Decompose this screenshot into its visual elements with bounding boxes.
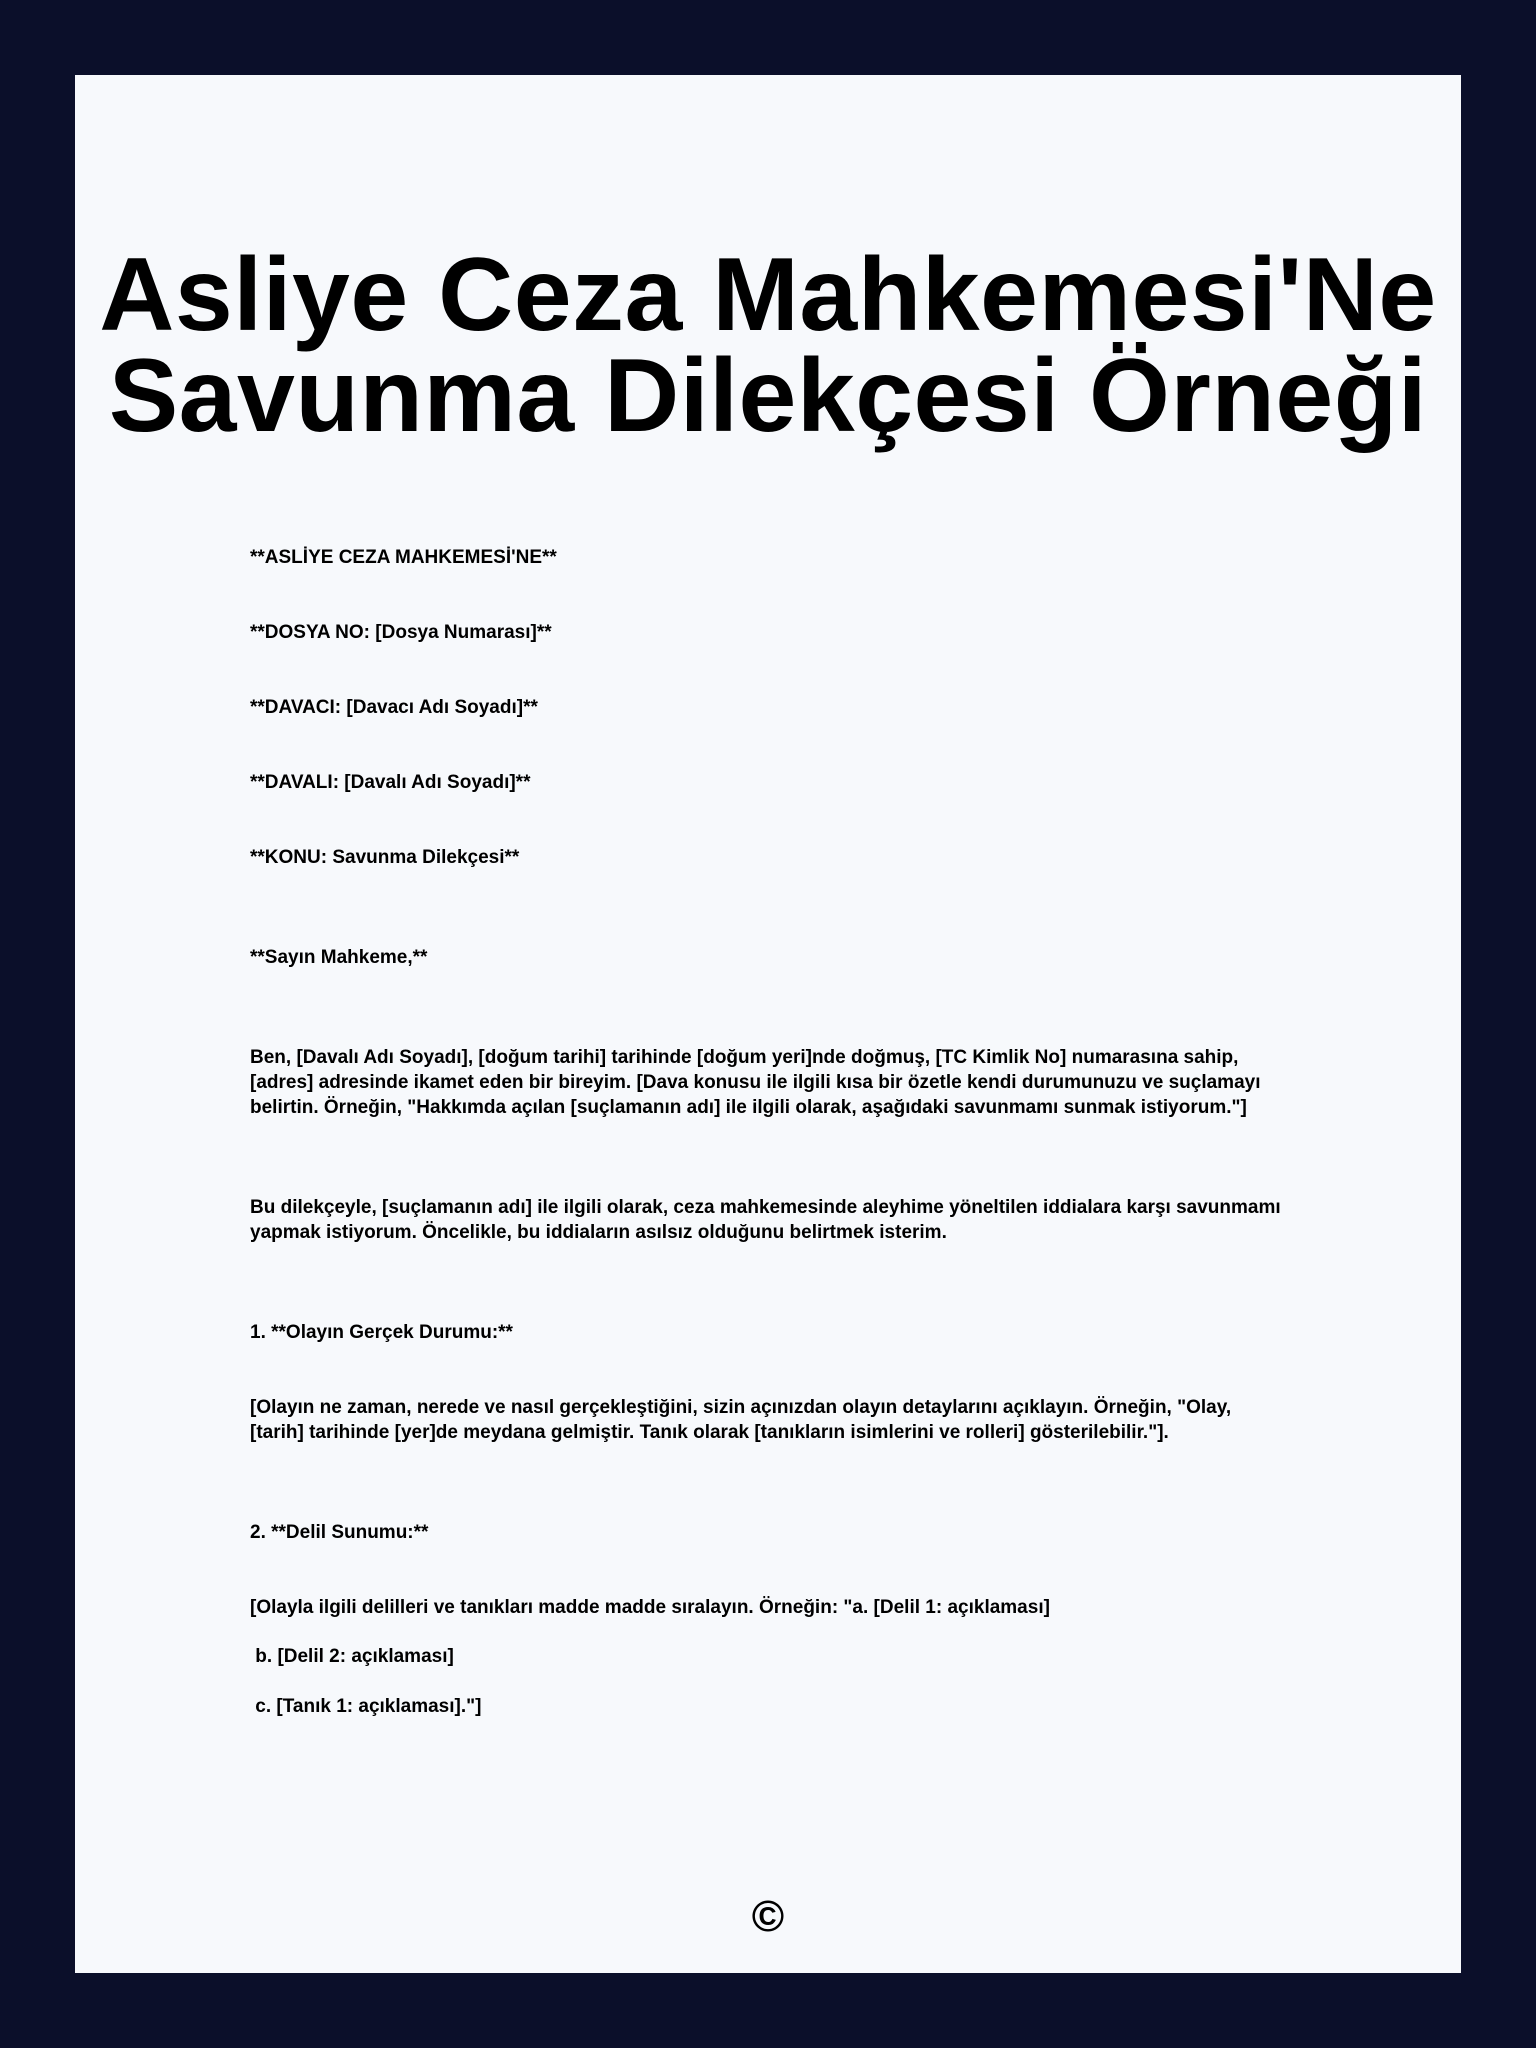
document-body [250,545,1290,1719]
title-line-1: Asliye Ceza Mahkemesi'Ne [99,237,1437,353]
list-item-c: c. [Tanık 1: açıklaması]."] [250,1696,482,1717]
purpose-paragraph: Bu dilekçeyle, [suçlamanın adı] ile ilgili olarak, ceza mahkemesinde aleyhime yöneltilen iddialara karşı savunmamı yapmak istiyorum. Öncelikle, bu iddiaların asılsız olduğunu belirtmek isterim. [250,1197,1286,1243]
title-line-2: Savunma Dilekçesi Örneği [108,338,1428,454]
section-1-heading: 1. **Olayın Gerçek Durumu:** [250,1322,513,1343]
section-1-body: [Olayın ne zaman, nerede ve nasıl gerçekleştiğini, sizin açınızdan olayın detaylarını açıklayın. Örneğin, "Olay, [tarih] tarihinde [yer]de meydana gelmiştir. Tanık olarak [tanıkların isimlerini ve rolleri] gösterilebilir."]. [250,1397,1237,1443]
section-2-heading: 2. **Delil Sunumu:** [250,1522,429,1543]
copyright-icon: © [751,1892,785,1941]
document-page [75,75,1461,1973]
intro-paragraph: Ben, [Davalı Adı Soyadı], [doğum tarihi] tarihinde [doğum yeri]nde doğmuş, [TC Kimlik No] numarasına sahip, [adres] adresinde ikamet eden bir bireyim. [Dava konusu ile ilgili kısa bir özetle kendi durumunuzu ve suçlamayı belirtin. Örneğin, "Hakkımda açılan [suçlamanın adı] ile ilgili olarak, aşağıdaki savunmamı sunmak istiyorum."] [250,1047,1266,1118]
document-title [75,237,1461,454]
list-item-b: b. [Delil 2: açıklaması] [250,1646,454,1667]
subject-line: **KONU: Savunma Dilekçesi** [250,847,520,868]
defendant-line: **DAVALI: [Davalı Adı Soyadı]** [250,772,531,793]
salutation: **Sayın Mahkeme,** [250,947,428,968]
court-heading: **ASLİYE CEZA MAHKEMESİ'NE** [250,547,557,568]
file-number: **DOSYA NO: [Dosya Numarası]** [250,622,552,643]
plaintiff-line: **DAVACI: [Davacı Adı Soyadı]** [250,697,538,718]
section-2-body: [Olayla ilgili delilleri ve tanıkları madde madde sıralayın. Örneğin: "a. [Delil 1: açıklaması] [250,1597,1050,1618]
